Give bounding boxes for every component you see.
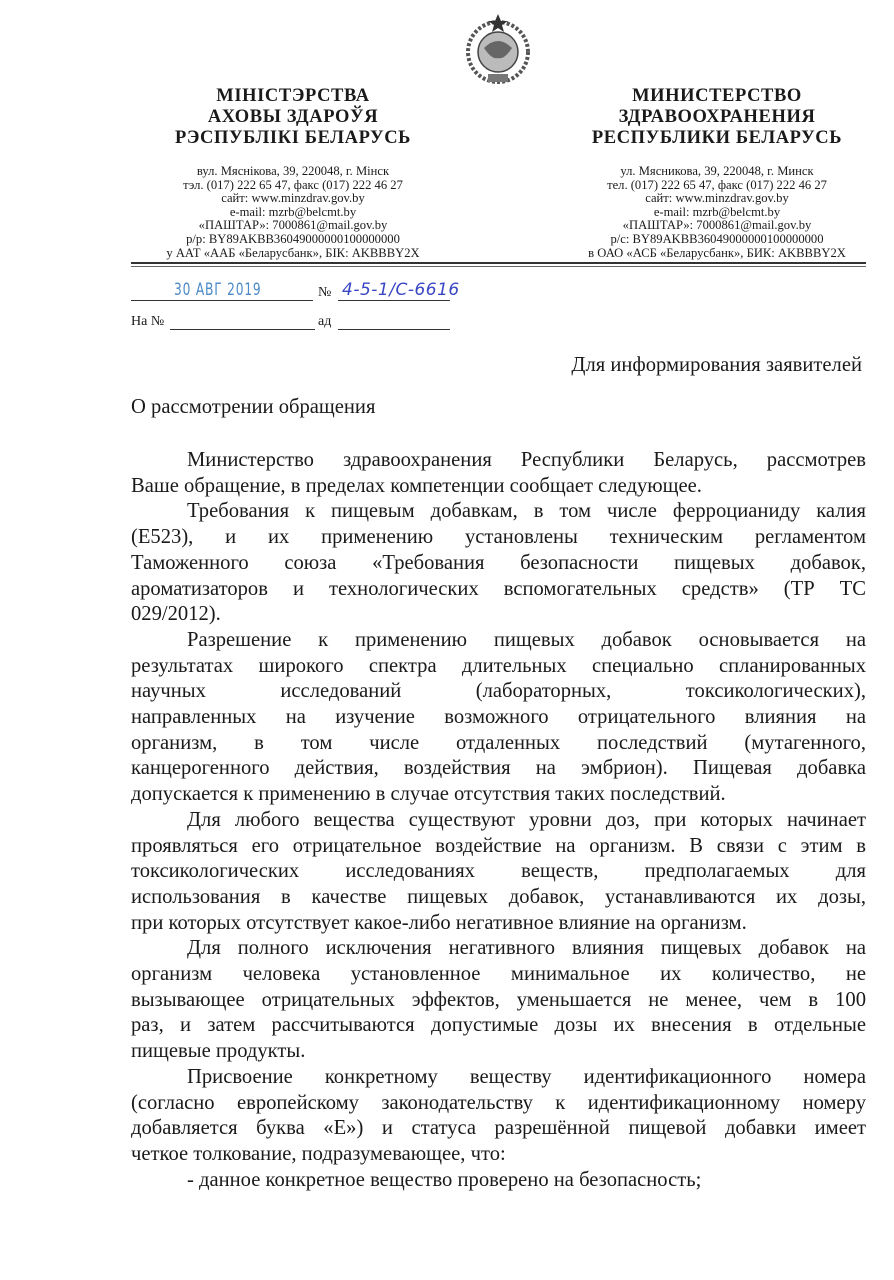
subject-line: О рассмотрении обращения [131,396,376,418]
ministry-title-ru: МИНИСТЕРСТВО ЗДРАВООХРАНЕНИЯ РЕСПУБЛИКИ БЕЛАРУСЬ [591,86,843,148]
addressee: Для информирования заявителей [571,354,862,376]
paragraph [131,628,866,808]
text-line: использования в качестве пищевых добавок, устанавливаются их дозы, [131,885,866,908]
text-line: Разрешение к применению пищевых добавок основывается на [187,628,866,651]
ministry-address-be: вул. Мяснікова, 39, 220048, г. Мінск тэл. (017) 222 65 47, факс (017) 222 46 27 сайт: www.minzdrav.gov.by e-mail: mzrb@belcmt.by «ПАШТАР»: 7000861@mail.gov.by р/р: BY89AKBB36049000000100000000 у ААТ «ААБ «Беларусбанк», БІК: AKBBBY2X [166,164,420,260]
text-line: (согласно европейскому законодательству к идентификационному номеру [131,1091,866,1114]
text-line: Присвоение конкретному веществу идентификационного номера [187,1065,866,1088]
text-line: Ваше обращение, в пределах компетенции сообщает следующее. [131,474,702,497]
text-line: четкое толкование, подразумевающее, что: [131,1142,506,1165]
number-underline [338,300,450,301]
paragraph [131,1065,866,1168]
text-line: Таможенного союза «Требования безопасности пищевых добавок, [131,551,866,574]
text-line: направленных на изучение возможного отрицательного влияния на [131,706,866,729]
text-line: научных исследований (лабораторных, токсикологических), [131,680,866,703]
reference-label: На № [131,314,165,329]
date-stamp: 30 АВГ 2019 [174,280,262,300]
text-line: 029/2012). [131,603,221,626]
text-line: токсикологических исследованиях веществ, предполагаемых для [131,860,866,883]
text-line: Требования к пищевым добавкам, в том числе ферроцианиду калия [187,500,866,523]
header-belarusian [93,86,493,260]
text-line: пищевые продукты. [131,1040,306,1063]
date-underline [131,300,313,301]
text-line: при которых отсутствует какое-либо негативное влияние на организм. [131,911,747,934]
text-line: организм, в том числе отдаленных последствий (мутагенного, [131,731,866,754]
reference-from-label: ад [318,314,332,329]
text-line: раз, и затем рассчитываются допустимые дозы их внесения в отдельные [131,1014,866,1037]
text-line: вызывающее отрицательных эффектов, уменьшается не менее, чем в 100 [131,988,866,1011]
list-item: - данное конкретное вещество проверено на безопасность; [187,1168,702,1191]
text-line: Для полного исключения негативного влияния пищевых добавок на [187,937,866,960]
ministry-title-be: МІНІСТЭРСТВА АХОВЫ ЗДАРОЎЯ РЭСПУБЛІКІ БЕЛАРУСЬ [174,86,412,148]
text-line: Министерство здравоохранения Республики Беларусь, рассмотрев [187,449,866,471]
registration-number: 4-5-1/С-6616 [342,280,460,300]
header-divider [131,262,866,267]
paragraph [131,808,866,937]
paragraph [131,499,866,628]
paragraph [131,936,866,1065]
text-line: ароматизаторов и технологических вспомогательных средств» (ТР ТС [131,577,866,600]
header-russian [517,86,894,260]
text-line: добавляется буква «Е») и статуса разрешённой пищевой добавки имеет [131,1117,866,1140]
text-line: Для любого вещества существуют уровни доз, при которых начинает [187,808,866,831]
text-line: допускается к применению в случае отсутствия таких последствий. [131,783,726,806]
reference-date-underline [338,329,450,330]
ministry-address-ru: ул. Мясникова, 39, 220048, г. Минск тел. (017) 222 65 47, факс (017) 222 46 27 сайт: www.minzdrav.gov.by e-mail: mzrb@belcmt.by «ПАШТАР»: 7000861@mail.gov.by р/с: BY89AKBB36049000000100000000 в ОАО «АСБ «Беларусбанк», БИК: AKBBBY2X [588,164,846,260]
text-line: проявляться его отрицательное воздействие на организм. В связи с этим в [131,834,866,857]
text-line: организм человека установленное минимальное их количество, не [131,963,866,986]
text-line: канцерогенного действия, воздействия на эмбрион). Пищевая добавка [131,757,866,780]
paragraph [131,448,866,499]
text-line: результатах широкого спектра длительных специально спланированных [131,654,866,677]
state-emblem-icon [460,12,536,88]
text-line: (Е523), и их применению установлены техническим регламентом [131,526,866,549]
reference-underline [170,329,315,330]
letter-body [131,448,866,1193]
number-label: № [318,285,332,300]
